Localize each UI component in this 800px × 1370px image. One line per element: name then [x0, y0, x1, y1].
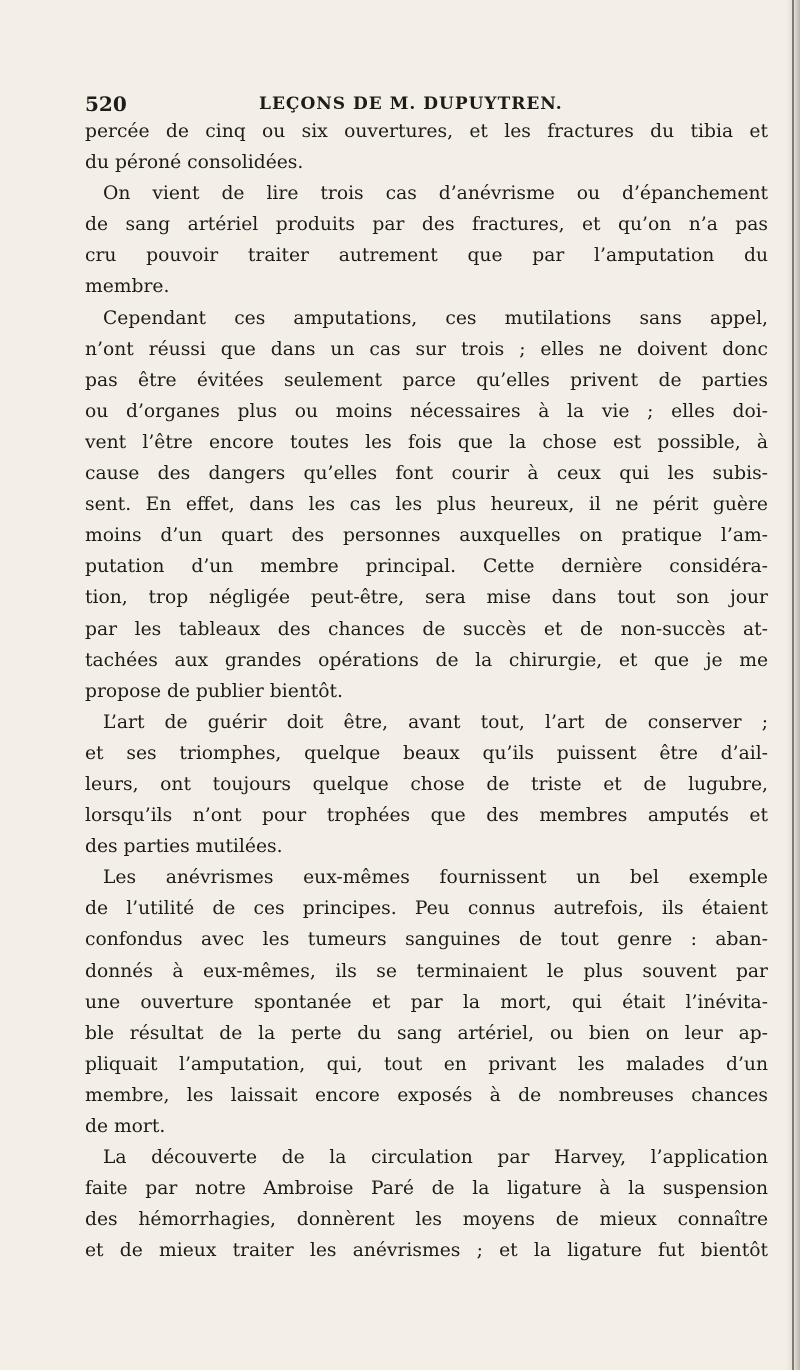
text-line: ou d’organes plus ou moins nécessaires à la vie ; elles doi-: [85, 400, 768, 422]
text-line: percée de cinq ou six ouvertures, et les fractures du tibia et: [85, 121, 768, 142]
text-line: La découverte de la circulation par Harvey, l’application: [103, 1147, 768, 1169]
page-number: 520: [85, 92, 127, 116]
text-line: sent. En effet, dans les cas les plus heureux, il ne périt guère: [85, 494, 768, 516]
running-title: LEÇONS DE M. DUPUYTREN.: [259, 94, 563, 114]
text-line: faite par notre Ambroise Paré de la ligature à la suspension: [85, 1178, 768, 1200]
text-line: ble résultat de la perte du sang artériel, ou bien on leur ap-: [85, 1022, 768, 1044]
text-line: de sang artériel produits par des fractures, et qu’on n’a pas: [85, 214, 768, 236]
text-line: lorsqu’ils n’ont pour trophées que des membres amputés et: [85, 805, 768, 827]
text-line: L’art de guérir doit être, avant tout, l’art de conserver ;: [103, 711, 768, 733]
text-line: cru pouvoir traiter autrement que par l’amputation du: [85, 245, 768, 267]
text-line: et de mieux traiter les anévrismes ; et la ligature fut bientôt: [85, 1240, 768, 1262]
text-line: Les anévrismes eux-mêmes fournissent un bel exemple: [103, 867, 768, 889]
text-line: membre.: [85, 276, 170, 298]
page-edge-line: [792, 0, 794, 1370]
text-line: moins d’un quart des personnes auxquelles on pratique l’am-: [85, 525, 768, 547]
text-line: de mort.: [85, 1116, 166, 1137]
text-line: du péroné consolidées.: [85, 152, 304, 174]
text-line: une ouverture spontanée et par la mort, qui était l’inévita-: [85, 991, 768, 1013]
text-line: n’ont réussi que dans un cas sur trois ; elles ne doivent donc: [85, 338, 768, 360]
text-line: On vient de lire trois cas d’anévrisme ou d’épanchement: [103, 183, 768, 205]
text-line: des parties mutilées.: [85, 836, 283, 858]
text-line: donnés à eux-mêmes, ils se terminaient le plus souvent par: [85, 960, 768, 982]
text-line: membre, les laissait encore exposés à de nombreuses chances: [85, 1084, 768, 1106]
text-line: cause des dangers qu’elles font courir à ceux qui les subis-: [85, 463, 768, 485]
text-line: leurs, ont toujours quelque chose de triste et de lugubre,: [85, 773, 768, 795]
text-line: de l’utilité de ces principes. Peu connus autrefois, ils étaient: [85, 898, 768, 920]
text-line: et ses triomphes, quelque beaux qu’ils puissent être d’ail-: [85, 742, 768, 764]
text-line: tachées aux grandes opérations de la chirurgie, et que je me: [85, 649, 768, 671]
body-text: [85, 116, 768, 1266]
text-line: pas être évitées seulement parce qu’elles privent de parties: [85, 369, 768, 391]
text-line: Cependant ces amputations, ces mutilations sans appel,: [103, 307, 768, 329]
text-line: par les tableaux des chances de succès et de non-succès at-: [85, 618, 768, 640]
text-line: putation d’un membre principal. Cette dernière considéra-: [85, 556, 768, 578]
text-line: des hémorrhagies, donnèrent les moyens de mieux connaître: [85, 1209, 768, 1231]
text-line: pliquait l’amputation, qui, tout en privant les malades d’un: [85, 1053, 768, 1075]
text-line: confondus avec les tumeurs sanguines de tout genre : aban-: [85, 929, 768, 951]
text-line: propose de publier bientôt.: [85, 680, 344, 702]
text-line: vent l’être encore toutes les fois que la chose est possible, à: [85, 431, 768, 453]
text-line: tion, trop négligée peut-être, sera mise dans tout son jour: [85, 587, 768, 609]
